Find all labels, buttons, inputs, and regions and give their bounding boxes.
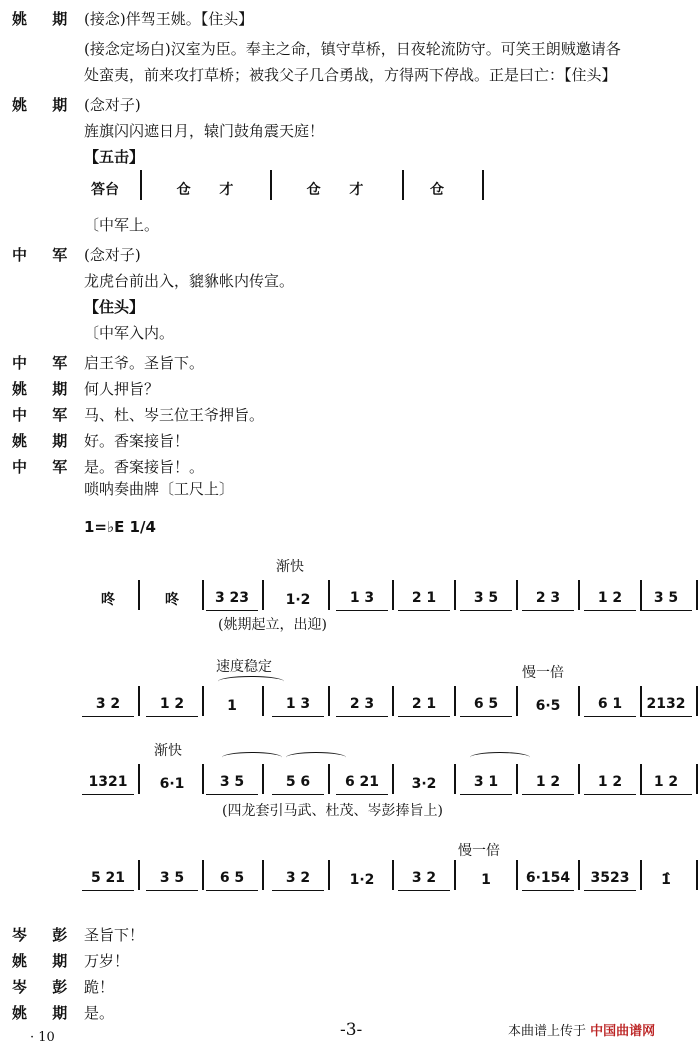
notation-cell: 3 2 [272,866,324,891]
bar-line [696,686,698,716]
dialogue-line [0,320,700,346]
dialogue-line [0,350,700,376]
dialogue-line [0,922,700,948]
music-stave [0,692,700,732]
bar-line [392,580,394,610]
line-text: (念对子) [84,96,141,114]
source-label: 本曲谱上传于 [508,1024,587,1039]
perc-4: 仓 [430,182,444,198]
notation-cell: 3 5 [460,586,512,611]
notation-cell: 1 2 [522,770,574,795]
bar-line [516,860,518,890]
bar-line [270,170,272,200]
line-text: 何人押旨？ [84,380,160,398]
speaker-name: 姚 期 [12,10,78,28]
bar-line [138,860,140,890]
bar-line [262,686,264,716]
speaker-name: 中 军 [12,354,78,372]
notation-cell: 1·2 [285,592,311,608]
bar-line [454,686,456,716]
bar-line [696,580,698,610]
notation-cell: 2 3 [522,586,574,611]
notation-cell: 3 2 [82,692,134,717]
notation-cell: 咚 [101,592,115,608]
notation-cell: 1̂ [661,872,671,888]
line-text: 【五击】 [84,148,145,166]
line-text: (念对子) [84,246,141,264]
bar-line [696,860,698,890]
dialogue-line [0,454,700,480]
music-title: 唢呐奏曲牌〔工尺上〕 [84,480,235,498]
dialogue-line [0,402,700,428]
line-text: 万岁！ [84,952,130,970]
notation-cell: 3 1 [460,770,512,795]
notation-cell: 3 23 [206,586,258,611]
perc-1: 答台 [91,182,119,198]
dialogue-line [0,6,700,32]
dialogue-line [0,36,700,62]
bar-line [578,860,580,890]
speaker-name: 岑 彭 [12,978,78,996]
notation-cell: 6·5 [535,698,561,714]
speaker-name: 姚 期 [12,432,78,450]
bar-line [202,764,204,794]
key-signature: 1=♭E 1/4 [84,518,156,536]
bar-line [454,580,456,610]
line-text: 【住头】 [84,298,145,316]
bar-line [578,686,580,716]
bar-line [138,764,140,794]
line-text: 是。 [84,1004,115,1022]
slur [218,676,284,687]
bar-line [454,764,456,794]
notation-cell: 1 [481,872,491,888]
notation-cell: 1·2 [349,872,375,888]
tempo-annotation: (姚期起立，出迎) [218,617,327,633]
bar-line [328,580,330,610]
bar-line [262,860,264,890]
line-text: 跪！ [84,978,115,996]
bar-line [516,764,518,794]
notation-cell: 6 5 [206,866,258,891]
slur [470,752,530,763]
percussion-stave [0,176,700,216]
dialogue-line [0,144,700,170]
bar-line [696,764,698,794]
bar-line [202,580,204,610]
notation-cell: 3·2 [411,776,437,792]
line-text: 旌旗闪闪遮日月，辕门鼓角震天庭！ [84,122,325,140]
speaker-name: 姚 期 [12,380,78,398]
notation-cell: 5 6 [272,770,324,795]
notation-cell: 2 3 [336,692,388,717]
line-text: (接念定场白)汉室为臣。奉主之命，镇守草桥，日夜轮流防守。可笑王朗贼邀请各 [84,40,621,58]
notation-cell: 1 2 [584,586,636,611]
speaker-name: 中 军 [12,458,78,476]
perc-2: 仓 才 [176,182,234,198]
bar-line [328,686,330,716]
line-text: 是。香案接旨！。 [84,458,205,476]
tempo-annotation: 渐快 [276,559,304,575]
notation-cell: 6·154 [522,866,574,891]
bar-line [392,764,394,794]
bar-line [516,686,518,716]
dialogue-line [0,92,700,118]
line-text: 马、杜、岑三位王爷押旨。 [84,406,265,424]
left-mark: · 10 [30,1030,55,1045]
speaker-name: 姚 期 [12,952,78,970]
source-note [508,1020,655,1039]
notation-cell: 1 3 [336,586,388,611]
line-text: 龙虎台前出入，貔貅帐内传宣。 [84,272,295,290]
bar-line [140,170,142,200]
speaker-name: 岑 彭 [12,926,78,944]
notation-cell: 3 2 [398,866,450,891]
notation-cell: 2 1 [398,586,450,611]
notation-cell: 1 3 [272,692,324,717]
perc-3: 仓 才 [306,182,364,198]
line-text: 圣旨下！ [84,926,145,944]
line-text: (接念)伴驾王姚。【住头】 [84,10,254,28]
dialogue-line [0,428,700,454]
bar-line [138,686,140,716]
notation-cell: 3523 [584,866,636,891]
speaker-name: 姚 期 [12,1004,78,1022]
tempo-annotation: (四龙套引马武、杜茂、岑彭捧旨上) [222,803,443,819]
dialogue-line [0,242,700,268]
bar-line [454,860,456,890]
speaker-name: 中 军 [12,246,78,264]
dialogue-line [0,948,700,974]
notation-cell: 3 5 [640,586,692,611]
bar-line [328,860,330,890]
notation-cell: 6 21 [336,770,388,795]
tempo-annotation: 速度稳定 [216,659,272,675]
dialogue-line [0,268,700,294]
notation-cell: 咚 [165,592,179,608]
line-text: 启王爷。圣旨下。 [84,354,205,372]
notation-cell: 5 21 [82,866,134,891]
tempo-annotation: 慢一倍 [458,843,500,859]
notation-cell: 1321 [82,770,134,795]
bar-line [578,580,580,610]
music-stave [0,586,700,626]
bar-line [202,860,204,890]
notation-cell: 1 [227,698,237,714]
tempo-annotation: 渐快 [154,743,182,759]
bar-line [516,580,518,610]
bar-line [328,764,330,794]
bar-line [138,580,140,610]
tempo-annotation: 慢一倍 [522,665,564,681]
speaker-name: 中 军 [12,406,78,424]
line-text: 〔中军上。 [84,216,160,234]
notation-cell: 6 1 [584,692,636,717]
notation-cell: 2 1 [398,692,450,717]
dialogue-line [0,376,700,402]
line-text: 处蛮夷，前来攻打草桥；被我父子几合勇战，方得两下停战。正是曰亡：【住头】 [84,66,617,84]
slur [286,752,346,763]
line-text: 好。香案接旨！ [84,432,190,450]
bar-line [262,580,264,610]
bar-line [262,764,264,794]
dialogue-line [0,118,700,144]
notation-cell: 6 5 [460,692,512,717]
dialogue-line [0,974,700,1000]
bar-line [392,686,394,716]
notation-cell: 3 5 [146,866,198,891]
notation-cell: 1 2 [584,770,636,795]
notation-cell: 1 2 [146,692,198,717]
dialogue-line [0,294,700,320]
line-text: 〔中军入内。 [84,324,175,342]
bar-line [402,170,404,200]
page-number: -3- [340,1020,363,1040]
site-name: 中国曲谱网 [590,1024,656,1039]
speaker-name: 姚 期 [12,96,78,114]
notation-cell: 2132 [640,692,692,717]
notation-cell: 6·1 [159,776,185,792]
bar-line [392,860,394,890]
notation-cell: 1 2 [640,770,692,795]
slur [222,752,282,763]
bar-line [202,686,204,716]
music-stave [0,866,700,906]
bar-line [578,764,580,794]
bar-line [482,170,484,200]
dialogue-line [0,62,700,88]
notation-cell: 3 5 [206,770,258,795]
